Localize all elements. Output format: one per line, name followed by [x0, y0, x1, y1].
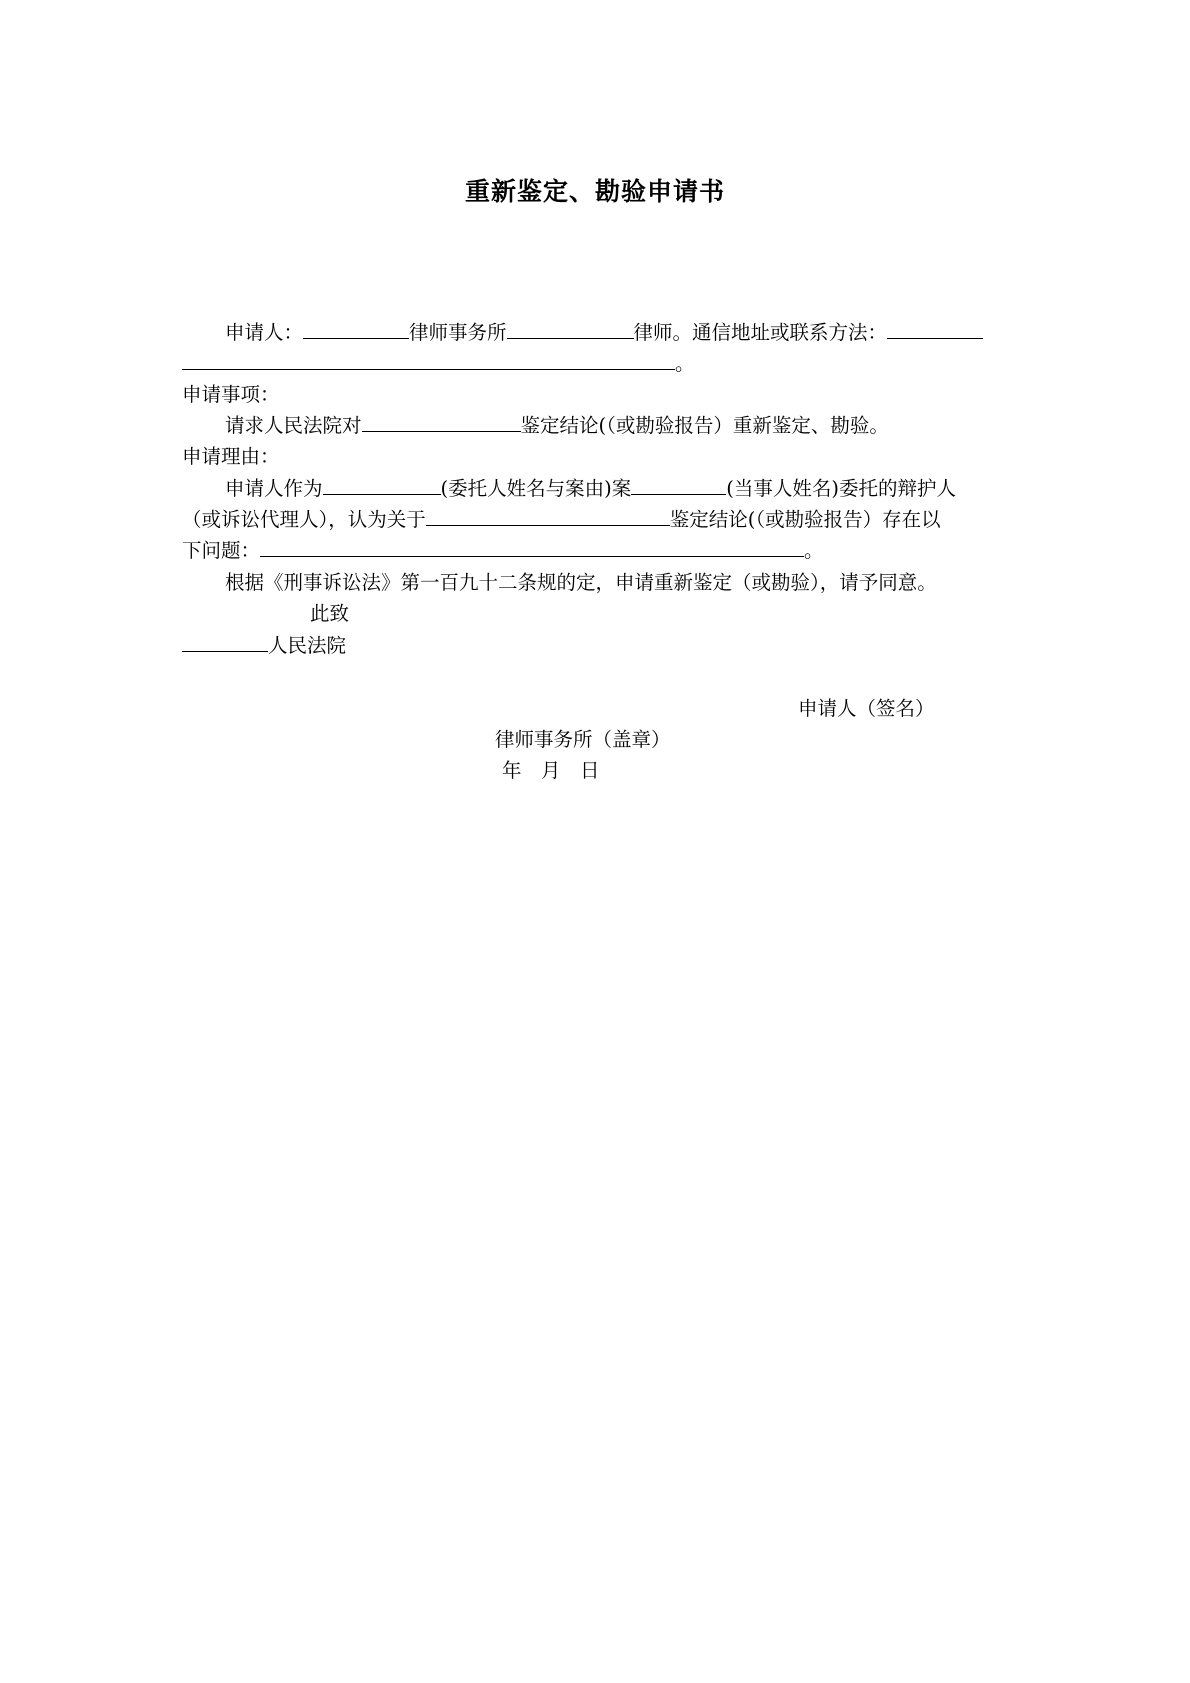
contact-blank-continued[interactable]	[182, 349, 675, 370]
closing-salutation: 此致	[310, 602, 350, 625]
law-firm-name-blank[interactable]	[303, 318, 409, 339]
client-case-blank[interactable]	[323, 474, 441, 495]
contact-blank-start[interactable]	[887, 318, 983, 339]
request-prefix: 请求人民法院对	[225, 414, 362, 437]
request-line	[182, 410, 889, 441]
party-name-blank[interactable]	[631, 474, 726, 495]
reason-heading: 申请理由：	[182, 445, 280, 468]
reason-end-mark: 。	[804, 539, 824, 562]
request-heading: 申请事项：	[182, 383, 280, 406]
appraisal-conclusion-blank[interactable]	[426, 505, 670, 526]
court-name-blank[interactable]	[182, 631, 268, 652]
request-suffix: 鉴定结论(（或勘验报告）重新鉴定、勘验。	[520, 414, 889, 437]
signature-date: 年 月 日	[502, 759, 600, 782]
applicant-label: 申请人：	[225, 321, 304, 344]
applicant-line	[182, 317, 983, 348]
appraisal-subject-blank[interactable]	[362, 411, 521, 432]
reason-line-1	[182, 473, 956, 504]
reason-line3-prefix: 下问题：	[182, 539, 261, 562]
contact-continuation-line	[182, 348, 695, 379]
court-line	[182, 630, 346, 661]
document-title: 重新鉴定、勘验申请书	[464, 177, 725, 206]
reason-prefix: 申请人作为	[225, 477, 323, 500]
court-suffix: 人民法院	[268, 634, 347, 657]
reason-line2-prefix: （或诉讼代理人），认为关于	[182, 508, 426, 531]
lawyer-contact-label: 律师。通信地址或联系方法：	[633, 321, 888, 344]
applicant-signature: 申请人（签名）	[798, 697, 935, 720]
law-firm-label: 律师事务所	[409, 321, 507, 344]
lawyer-name-blank[interactable]	[507, 318, 634, 339]
reason-client-case-label: (委托人姓名与案由)案	[440, 477, 632, 500]
reason-party-label: (当事人姓名)委托的辩护人	[726, 477, 956, 500]
issues-blank[interactable]	[260, 536, 804, 557]
reason-line-2	[182, 504, 941, 535]
law-firm-seal: 律师事务所（盖章）	[495, 728, 671, 751]
legal-basis-line	[182, 567, 937, 598]
reason-line2-suffix: 鉴定结论(（或勘验报告）存在以	[669, 508, 941, 531]
legal-basis-text: 根据《刑事诉讼法》第一百九十二条规的定，申请重新鉴定（或勘验），请予同意。	[225, 571, 937, 594]
reason-line-3	[182, 535, 824, 566]
contact-end-mark: 。	[675, 352, 695, 375]
